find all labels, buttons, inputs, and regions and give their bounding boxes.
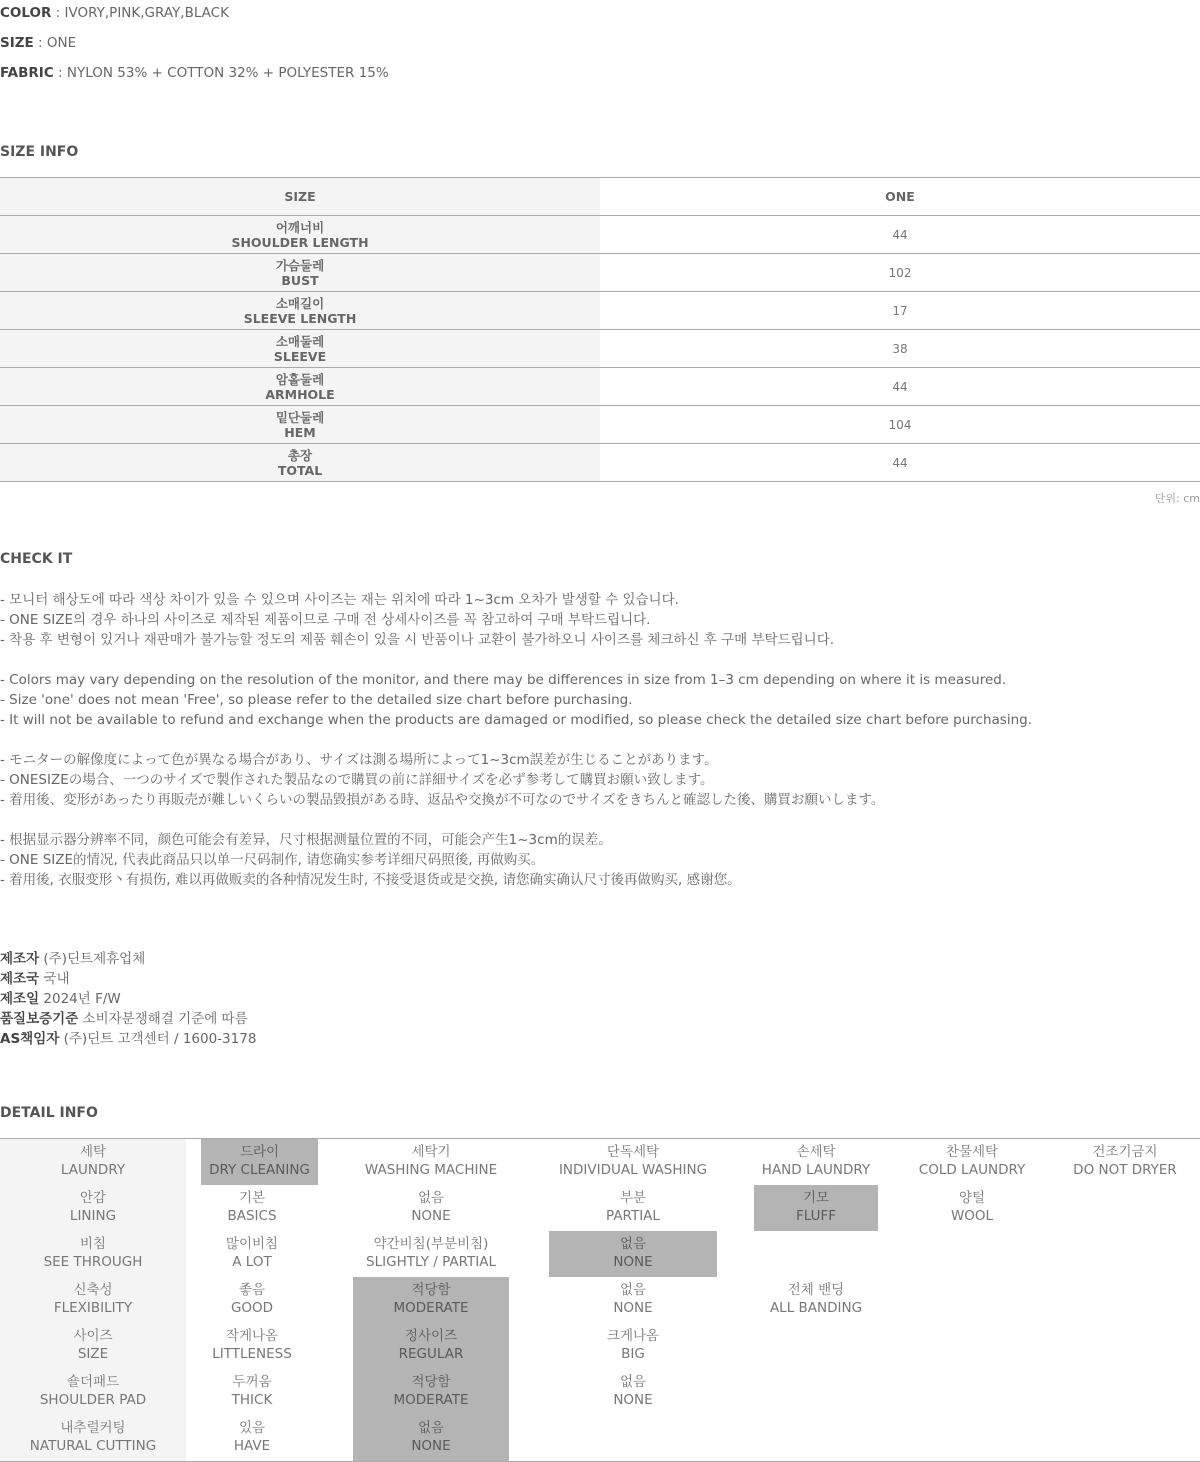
detail-option-ko: 단독세탁 bbox=[606, 1144, 660, 1160]
detail-option-ko: 있음 bbox=[238, 1420, 266, 1436]
fabric-spec bbox=[0, 63, 389, 83]
detail-option-en: NONE bbox=[613, 1300, 653, 1316]
detail-option-ko: 없음 bbox=[417, 1420, 445, 1436]
table-row bbox=[0, 216, 1200, 254]
measure-value: 38 bbox=[600, 330, 1200, 368]
note-line: - Colors may vary depending on the resolution of the monitor, and there may be differences in size from 1–3 cm depending on where it is measured. bbox=[0, 672, 1007, 688]
size-table-header bbox=[0, 178, 1200, 216]
detail-option-ko: 없음 bbox=[619, 1374, 647, 1390]
detail-option bbox=[186, 1415, 318, 1461]
detail-option-ko: 안감 bbox=[79, 1190, 107, 1206]
detail-option-en: WASHING MACHINE bbox=[364, 1162, 498, 1178]
detail-option bbox=[549, 1139, 717, 1185]
maker-line bbox=[0, 969, 256, 989]
detail-option-en: LAUNDRY bbox=[60, 1162, 126, 1178]
detail-option-en: LINING bbox=[69, 1208, 117, 1224]
detail-option-en: NONE bbox=[613, 1254, 653, 1270]
detail-option bbox=[549, 1323, 717, 1369]
detail-option-en: SHOULDER PAD bbox=[39, 1392, 147, 1408]
unit-note: 단위: cm bbox=[1154, 492, 1200, 505]
maker-value: 2024년 F/W bbox=[39, 991, 121, 1007]
note-line: - ONESIZEの場合、一つのサイズで製作された製品なので購買の前に詳細サイズを必ず参考して購買お願い致します。 bbox=[0, 772, 714, 788]
detail-row-head bbox=[0, 1323, 186, 1369]
detail-option-ko: 부분 bbox=[619, 1190, 647, 1206]
note-line: - 根据显示器分辨率不同，颜色可能会有差异，尺寸根据测量位置的不同，可能会产生1~3cm的误差。 bbox=[0, 832, 612, 848]
detail-option-ko: 많이비침 bbox=[225, 1236, 279, 1252]
detail-option-en: A LOT bbox=[232, 1254, 272, 1270]
note-line: - ONE SIZE的情况, 代表此商品只以单一尺码制作, 请您确实参考详细尺码照後, 再做购买。 bbox=[0, 852, 545, 868]
detail-option bbox=[878, 1139, 1066, 1185]
detail-option-en: HAND LAUNDRY bbox=[761, 1162, 871, 1178]
detail-row-head bbox=[0, 1139, 186, 1185]
color-value: : IVORY,PINK,GRAY,BLACK bbox=[51, 5, 229, 21]
note-line: - 着用後, 衣服变形丶有损伤, 难以再做贩卖的各种情况发生时, 不接受退货或是交换, 请您确实确认尺寸後再做购买, 感谢您。 bbox=[0, 872, 741, 888]
measure-label-en: TOTAL bbox=[277, 462, 323, 478]
detail-option-selected bbox=[353, 1369, 509, 1415]
detail-info-title: DETAIL INFO bbox=[0, 1105, 98, 1121]
measure-label-ko: 밑단둘레 bbox=[275, 409, 325, 425]
detail-option-selected bbox=[353, 1415, 509, 1461]
detail-option-en: DRY CLEANING bbox=[209, 1162, 310, 1178]
detail-option-ko: 작게나옴 bbox=[225, 1328, 279, 1344]
measure-label bbox=[0, 330, 600, 368]
detail-option-ko: 적당함 bbox=[411, 1282, 451, 1298]
detail-option-ko: 기본 bbox=[238, 1190, 266, 1206]
measure-value: 17 bbox=[600, 292, 1200, 330]
size-label: SIZE bbox=[0, 35, 34, 51]
measure-label-en: ARMHOLE bbox=[265, 386, 335, 402]
detail-row-head bbox=[0, 1231, 186, 1277]
maker-value: (주)딘트 고객센터 / 1600-3178 bbox=[59, 1031, 257, 1047]
detail-option-ko: 세탁 bbox=[79, 1144, 107, 1160]
measure-label bbox=[0, 444, 600, 482]
detail-option-en: REGULAR bbox=[398, 1346, 464, 1362]
measure-label-en: SLEEVE bbox=[273, 348, 327, 364]
maker-line bbox=[0, 989, 256, 1009]
detail-option-en: DO NOT DRYER bbox=[1073, 1162, 1177, 1178]
detail-option-en: MODERATE bbox=[393, 1392, 469, 1408]
measure-label-en: SHOULDER LENGTH bbox=[231, 234, 369, 250]
detail-option bbox=[549, 1185, 717, 1231]
detail-option-selected bbox=[549, 1231, 717, 1277]
maker-line bbox=[0, 1029, 256, 1049]
note-line: - 着用後、変形があったり再販売が難しいくらいの製品毀損がある時、返品や交換が不可なのでサイズをきちんと確認した後、購買お願いします。 bbox=[0, 792, 885, 808]
measure-label-ko: 소매길이 bbox=[275, 295, 325, 311]
fabric-label: FABRIC bbox=[0, 65, 54, 81]
measure-label bbox=[0, 254, 600, 292]
detail-option-ko: 건조기금지 bbox=[1092, 1144, 1158, 1160]
size-value: : ONE bbox=[33, 35, 77, 51]
detail-option-en: PARTIAL bbox=[606, 1208, 660, 1224]
measure-value: 104 bbox=[600, 406, 1200, 444]
detail-option bbox=[754, 1277, 878, 1323]
detail-option-ko: 신축성 bbox=[73, 1282, 113, 1298]
detail-option bbox=[186, 1231, 318, 1277]
detail-option-en: NONE bbox=[411, 1208, 451, 1224]
note-line: - 착용 후 변형이 있거나 재판매가 불가능할 정도의 제품 훼손이 있을 시 반품이나 교환이 불가하오니 사이즈를 체크하신 후 구매 부탁드립니다. bbox=[0, 632, 835, 648]
measure-label-ko: 어깨너비 bbox=[275, 219, 325, 235]
detail-option bbox=[549, 1369, 717, 1415]
maker-label: 제조국 bbox=[0, 971, 40, 987]
detail-option-ko: 드라이 bbox=[239, 1144, 280, 1160]
detail-option-en: NONE bbox=[613, 1392, 653, 1408]
note-line: - ONE SIZE의 경우 하나의 사이즈로 제작된 제품이므로 구매 전 상세사이즈를 꼭 참고하여 구매 부탁드립니다. bbox=[0, 612, 651, 628]
detail-option-ko: 두꺼움 bbox=[232, 1374, 272, 1390]
maker-label: 품질보증기준 bbox=[0, 1011, 79, 1027]
measure-label bbox=[0, 368, 600, 406]
detail-option-en: FLUFF bbox=[795, 1208, 837, 1224]
detail-option-ko: 숄더패드 bbox=[66, 1374, 120, 1390]
table-row bbox=[0, 444, 1200, 482]
maker-value: (주)딘트제휴업체 bbox=[39, 951, 146, 967]
maker-info bbox=[0, 949, 256, 1049]
note-line: - Size 'one' does not mean 'Free', so please refer to the detailed size chart before purchasing. bbox=[0, 692, 633, 708]
detail-option bbox=[353, 1185, 509, 1231]
detail-option-en: SLIGHTLY / PARTIAL bbox=[366, 1254, 496, 1270]
detail-option-ko: 약간비침(부분비침) bbox=[373, 1236, 489, 1252]
fabric-value: : NYLON 53% + COTTON 32% + POLYESTER 15% bbox=[53, 65, 389, 81]
table-row bbox=[0, 254, 1200, 292]
detail-option-en: NONE bbox=[411, 1438, 451, 1454]
detail-option-en: MODERATE bbox=[393, 1300, 469, 1316]
detail-option bbox=[186, 1185, 318, 1231]
note-line: - It will not be available to refund and exchange when the products are damaged or modified, so please check the detailed size chart before purchasing. bbox=[0, 712, 1032, 728]
detail-option-ko: 양털 bbox=[958, 1190, 986, 1206]
table-row bbox=[0, 330, 1200, 368]
detail-option-en: WOOL bbox=[950, 1208, 994, 1224]
size-info-title: SIZE INFO bbox=[0, 144, 79, 160]
detail-option-en: THICK bbox=[231, 1392, 273, 1408]
detail-option-en: ALL BANDING bbox=[769, 1300, 863, 1316]
measure-label-ko: 암홀둘레 bbox=[275, 371, 325, 387]
detail-option-en: BIG bbox=[621, 1346, 645, 1362]
detail-option-ko: 크게나옴 bbox=[606, 1328, 660, 1344]
detail-option-en: INDIVIDUAL WASHING bbox=[558, 1162, 708, 1178]
detail-option-en: SEE THROUGH bbox=[43, 1254, 143, 1270]
measure-label-ko: 가슴둘레 bbox=[275, 257, 325, 273]
detail-option-ko: 없음 bbox=[619, 1236, 647, 1252]
maker-label: 제조자 bbox=[0, 951, 40, 967]
measure-label bbox=[0, 292, 600, 330]
check-it-notes bbox=[0, 590, 1200, 890]
detail-option-en: COLD LAUNDRY bbox=[918, 1162, 1026, 1178]
detail-option-ko: 세탁기 bbox=[411, 1144, 451, 1160]
check-it-title: CHECK IT bbox=[0, 551, 73, 567]
maker-line bbox=[0, 949, 256, 969]
detail-option bbox=[186, 1369, 318, 1415]
table-row bbox=[0, 406, 1200, 444]
detail-option bbox=[353, 1139, 509, 1185]
measure-label-ko: 소매둘레 bbox=[275, 333, 325, 349]
maker-value: 국내 bbox=[39, 971, 70, 987]
detail-option-ko: 사이즈 bbox=[73, 1328, 113, 1344]
maker-value: 소비자분쟁해결 기준에 따름 bbox=[78, 1011, 248, 1027]
detail-option-en: NATURAL CUTTING bbox=[29, 1438, 157, 1454]
detail-option-en: GOOD bbox=[230, 1300, 274, 1316]
note-line: - モニターの解像度によって色が異なる場合があり、サイズは測る場所によって1~3cm誤差が生じることがあります。 bbox=[0, 752, 718, 768]
detail-option-en: FLEXIBILITY bbox=[53, 1300, 133, 1316]
detail-option bbox=[549, 1277, 717, 1323]
detail-row-head bbox=[0, 1369, 186, 1415]
size-header-label: SIZE bbox=[0, 178, 600, 216]
maker-label: 제조일 bbox=[0, 991, 40, 1007]
measure-value: 102 bbox=[600, 254, 1200, 292]
detail-option-selected bbox=[754, 1185, 878, 1231]
measure-label bbox=[0, 216, 600, 254]
detail-option-selected bbox=[353, 1277, 509, 1323]
measure-value: 44 bbox=[600, 444, 1200, 482]
detail-option-ko: 적당함 bbox=[411, 1374, 451, 1390]
detail-option-selected bbox=[201, 1139, 318, 1185]
detail-option-ko: 내추럴커팅 bbox=[60, 1420, 126, 1436]
detail-option-ko: 없음 bbox=[619, 1282, 647, 1298]
detail-option-ko: 기모 bbox=[802, 1190, 830, 1206]
detail-option-selected bbox=[353, 1323, 509, 1369]
detail-info-grid bbox=[0, 1138, 1200, 1462]
detail-option-en: LITTLENESS bbox=[212, 1346, 292, 1362]
measure-label bbox=[0, 406, 600, 444]
size-table bbox=[0, 177, 1200, 482]
detail-option-ko: 정사이즈 bbox=[404, 1328, 458, 1344]
color-label: COLOR bbox=[0, 5, 52, 21]
detail-option bbox=[878, 1185, 1066, 1231]
detail-row-head bbox=[0, 1415, 186, 1461]
note-line: - 모니터 해상도에 따라 색상 차이가 있을 수 있으며 사이즈는 재는 위치에 따라 1~3cm 오차가 발생할 수 있습니다. bbox=[0, 592, 679, 608]
detail-option bbox=[353, 1231, 509, 1277]
color-spec bbox=[0, 3, 229, 23]
detail-option-ko: 좋음 bbox=[238, 1282, 266, 1298]
maker-line bbox=[0, 1009, 256, 1029]
detail-option-ko: 찬물세탁 bbox=[945, 1144, 999, 1160]
measure-value: 44 bbox=[600, 368, 1200, 406]
table-row bbox=[0, 292, 1200, 330]
detail-option-en: SIZE bbox=[77, 1346, 109, 1362]
size-spec bbox=[0, 33, 76, 53]
detail-option bbox=[754, 1139, 878, 1185]
detail-option-en: BASICS bbox=[227, 1208, 277, 1224]
table-row bbox=[0, 368, 1200, 406]
detail-option bbox=[1050, 1139, 1200, 1185]
measure-label-ko: 총장 bbox=[287, 447, 313, 463]
measure-value: 44 bbox=[600, 216, 1200, 254]
detail-option bbox=[186, 1277, 318, 1323]
size-header-value: ONE bbox=[600, 178, 1200, 216]
detail-option-ko: 손세탁 bbox=[796, 1144, 836, 1160]
detail-option-ko: 전체 밴딩 bbox=[787, 1282, 845, 1298]
detail-option-ko: 비침 bbox=[79, 1236, 107, 1252]
measure-label-en: BUST bbox=[281, 272, 319, 288]
maker-label: AS책임자 bbox=[0, 1031, 60, 1047]
detail-row-head bbox=[0, 1277, 186, 1323]
measure-label-en: HEM bbox=[284, 424, 316, 440]
measure-label-en: SLEEVE LENGTH bbox=[243, 310, 357, 326]
detail-option-en: HAVE bbox=[233, 1438, 271, 1454]
detail-option-ko: 없음 bbox=[417, 1190, 445, 1206]
detail-option bbox=[186, 1323, 318, 1369]
detail-row-head bbox=[0, 1185, 186, 1231]
